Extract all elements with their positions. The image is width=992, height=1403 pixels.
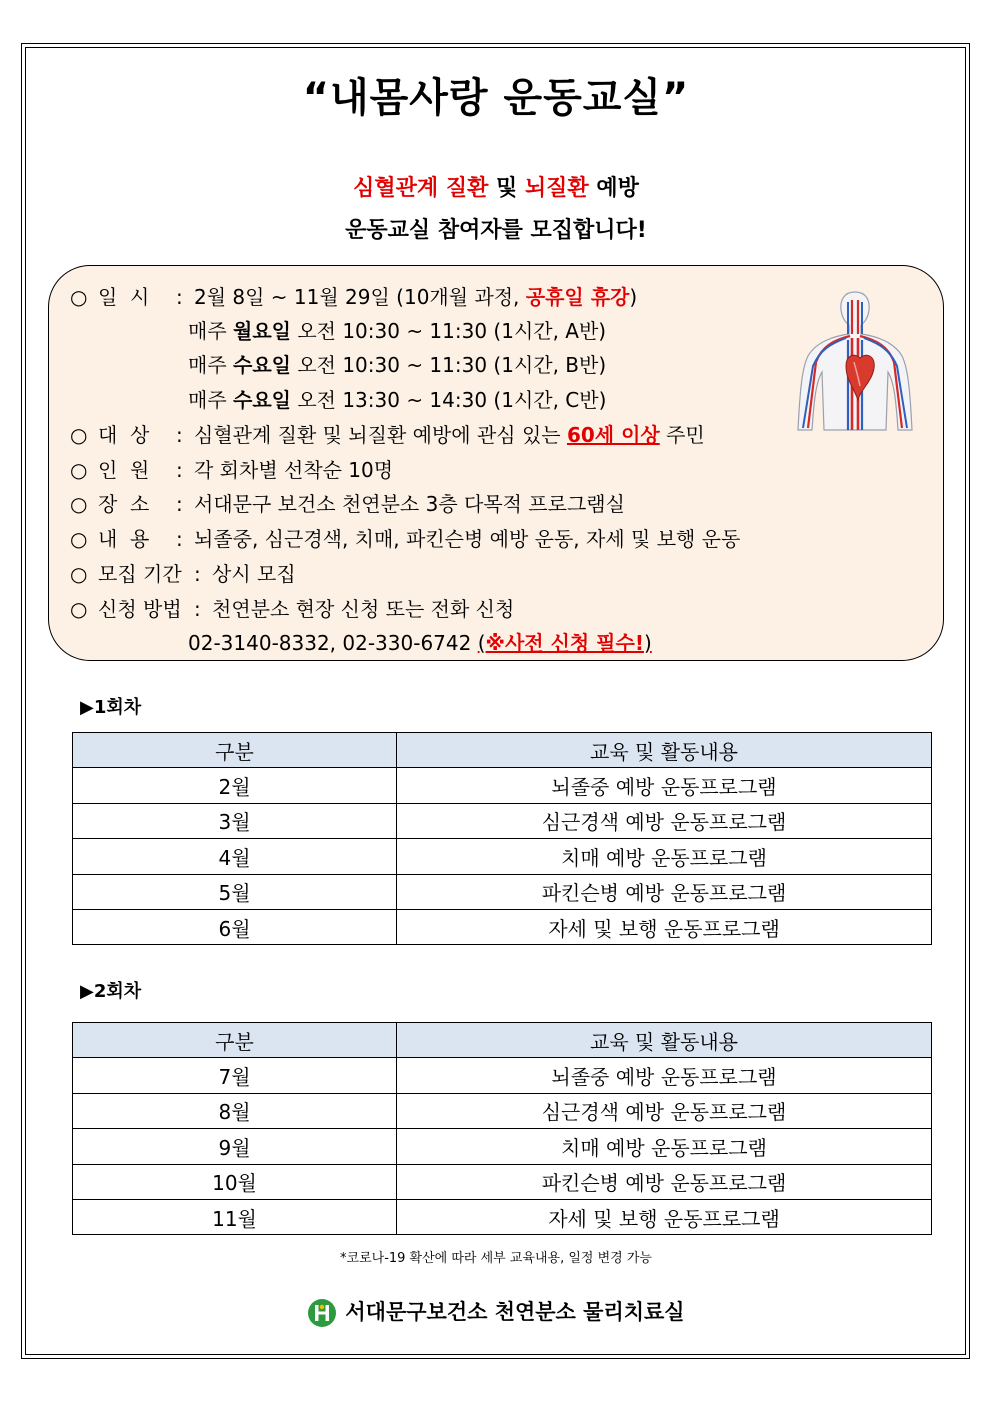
month-cell: 8월	[73, 1093, 397, 1128]
info-key: 인 원	[98, 458, 150, 482]
program-cell: 파킨슨병 예방 운동프로그램	[397, 1164, 932, 1199]
table-row	[73, 1129, 932, 1164]
column-header: 교육 및 활동내용	[397, 733, 932, 768]
table-header-row	[73, 1023, 932, 1058]
subtitle-and: 및	[488, 176, 525, 201]
table-row	[73, 1199, 932, 1234]
info-key: 일 시	[98, 285, 150, 309]
subtitle-highlight-cardio: 심혈관계 질환	[353, 176, 489, 201]
session-day: 월요일	[233, 319, 291, 343]
info-place: ○ 장 소 : 서대문구 보건소 천연분소 3층 다목적 프로그램실	[70, 492, 625, 516]
subtitle-prevention: 예방	[588, 176, 639, 201]
round-1-table	[72, 732, 932, 945]
program-cell: 심근경색 예방 운동프로그램	[397, 1093, 932, 1128]
table-row	[73, 768, 932, 803]
info-people: ○ 인 원 : 각 회차별 선착순 10명	[70, 458, 394, 482]
health-center-logo-icon	[307, 1298, 337, 1328]
program-cell: 뇌졸중 예방 운동프로그램	[397, 1058, 932, 1093]
age-requirement: 60세 이상	[566, 423, 660, 447]
column-header: 구분	[73, 1023, 397, 1058]
program-cell: 치매 예방 운동프로그램	[397, 1129, 932, 1164]
footer	[0, 1296, 992, 1328]
column-header: 교육 및 활동내용	[397, 1023, 932, 1058]
column-header: 구분	[73, 733, 397, 768]
program-cell: 자세 및 보행 운동프로그램	[397, 909, 932, 944]
round-2-label: ▶2회차	[80, 981, 142, 1002]
info-period: ○ 모집 기간 : 상시 모집	[70, 562, 296, 586]
session-b: 매주 수요일 오전 10:30 ~ 11:30 (1시간, B반)	[188, 353, 607, 377]
month-cell: 10월	[73, 1164, 397, 1199]
table-row	[73, 1058, 932, 1093]
program-cell: 자세 및 보행 운동프로그램	[397, 1199, 932, 1234]
month-cell: 9월	[73, 1129, 397, 1164]
table-header-row	[73, 733, 932, 768]
table-row	[73, 1093, 932, 1128]
info-content: ○ 내 용 : 뇌졸중, 심근경색, 치매, 파킨슨병 예방 운동, 자세 및 보행 운동	[70, 527, 741, 551]
session-day: 수요일	[233, 388, 291, 412]
holiday-note: 공휴일 휴강	[525, 285, 630, 309]
table-row	[73, 874, 932, 909]
subtitle-line-2: 운동교실 참여자를 모집합니다!	[345, 218, 647, 243]
month-cell: 2월	[73, 768, 397, 803]
month-cell: 6월	[73, 909, 397, 944]
info-schedule: ○ 일 시 : 2월 8일 ~ 11월 29일 (10개월 과정, 공휴일 휴강)	[70, 285, 638, 309]
page-title: “내몸사랑 운동교실”	[302, 75, 690, 121]
info-key: 신청 방법	[98, 597, 182, 621]
program-cell: 파킨슨병 예방 운동프로그램	[397, 874, 932, 909]
info-key: 모집 기간	[98, 562, 182, 586]
bullet: ○	[70, 285, 88, 309]
subtitle-line-1	[0, 171, 992, 202]
info-apply: ○ 신청 방법 : 천연분소 현장 신청 또는 전화 신청	[70, 597, 515, 621]
program-cell: 뇌졸중 예방 운동프로그램	[397, 768, 932, 803]
advance-application-note: ※사전 신청 필수!	[485, 631, 644, 655]
session-day: 수요일	[233, 353, 291, 377]
info-key: 장 소	[98, 492, 150, 516]
schedule-range: 2월 8일 ~ 11월 29일 (10개월 과정,	[194, 285, 526, 309]
info-key: 대 상	[98, 423, 150, 447]
table-row	[73, 839, 932, 874]
subtitle-highlight-brain: 뇌질환	[524, 176, 589, 201]
session-a: 매주 월요일 오전 10:30 ~ 11:30 (1시간, A반)	[188, 319, 607, 343]
session-c: 매주 수요일 오전 13:30 ~ 14:30 (1시간, C반)	[188, 388, 607, 412]
month-cell: 5월	[73, 874, 397, 909]
table-row	[73, 1164, 932, 1199]
round-2-table	[72, 1022, 932, 1235]
info-target: ○ 대 상 : 심혈관계 질환 및 뇌질환 예방에 관심 있는 60세 이상 주민	[70, 423, 705, 447]
table-row	[73, 909, 932, 944]
round-1-label: ▶1회차	[80, 697, 142, 718]
info-key: 내 용	[98, 527, 150, 551]
program-cell: 치매 예방 운동프로그램	[397, 839, 932, 874]
month-cell: 7월	[73, 1058, 397, 1093]
month-cell: 4월	[73, 839, 397, 874]
covid-note: *코로나-19 확산에 따라 세부 교육내용, 일정 변경 가능	[340, 1251, 652, 1266]
table-row	[73, 803, 932, 838]
month-cell: 11월	[73, 1199, 397, 1234]
month-cell: 3월	[73, 803, 397, 838]
phone-numbers: 02-3140-8332, 02-330-6742 (※사전 신청 필수!)	[188, 631, 652, 655]
program-cell: 심근경색 예방 운동프로그램	[397, 803, 932, 838]
circulatory-system-icon	[794, 290, 916, 436]
footer-text: 서대문구보건소 천연분소 물리치료실	[345, 1300, 685, 1324]
